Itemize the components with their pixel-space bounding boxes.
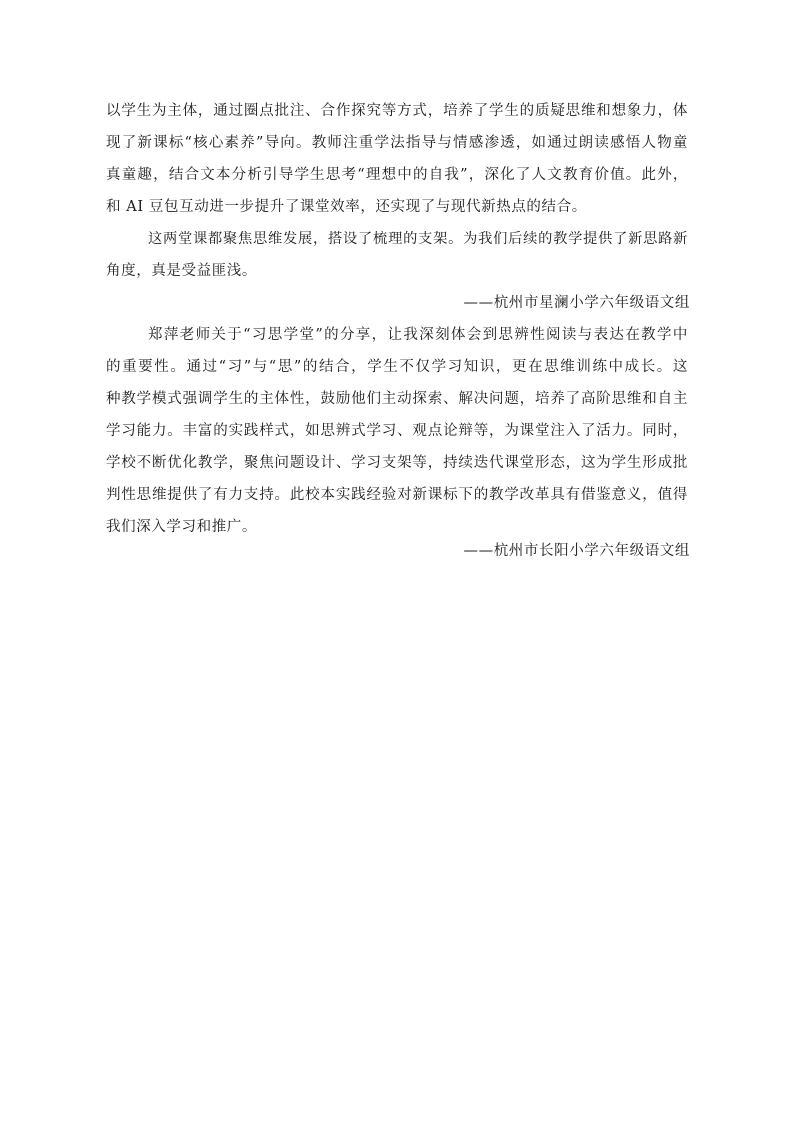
paragraph-2-line-2: 角度，真是受益匪浅。 [106, 263, 257, 279]
paragraph-3-line-1: 郑萍老师关于“习思学堂”的分享，让我深刻体会到思辨性阅读与表达在教学中 [148, 327, 688, 343]
paragraph-3-line-6: 判性思维提供了有力支持。此校本实践经验对新课标下的教学改革具有借鉴意义，值得 [106, 487, 688, 503]
paragraph-3-line-5: 学校不断优化教学，聚焦问题设计、学习支架等，持续迭代课堂形态，这为学生形成批 [106, 455, 688, 471]
paragraph-3-line-2: 的重要性。通过“习”与“思”的结合，学生不仅学习知识，更在思维训练中成长。这 [106, 359, 688, 375]
paragraph-2-line-1: 这两堂课都聚焦思维发展，搭设了梳理的支架。为我们后续的教学提供了新思路新 [148, 231, 688, 247]
signature-changyang: ——杭州市长阳小学六年级语文组 [463, 543, 690, 559]
paragraph-1-line-3: 真童趣，结合文本分析引导学生思考“理想中的自我”，深化了人文教育价值。此外， [106, 167, 688, 183]
paragraph-1-line-2: 现了新课标“核心素养”导向。教师注重学法指导与情感渗透，如通过朗读感悟人物童 [106, 135, 688, 151]
paragraph-3-line-4: 学习能力。丰富的实践样式，如思辨式学习、观点论辩等，为课堂注入了活力。同时， [106, 423, 688, 439]
signature-xinglan: ——杭州市星澜小学六年级语文组 [463, 295, 690, 311]
paragraph-1-line-1: 以学生为主体，通过圈点批注、合作探究等方式，培养了学生的质疑思维和想象力，体 [106, 103, 688, 119]
paragraph-3-line-3: 种教学模式强调学生的主体性，鼓励他们主动探索、解决问题，培养了高阶思维和自主 [106, 391, 688, 407]
paragraph-3-line-7: 我们深入学习和推广。 [106, 519, 257, 535]
paragraph-1-line-4: 和 AI 豆包互动进一步提升了课堂效率，还实现了与现代新热点的结合。 [106, 199, 587, 215]
